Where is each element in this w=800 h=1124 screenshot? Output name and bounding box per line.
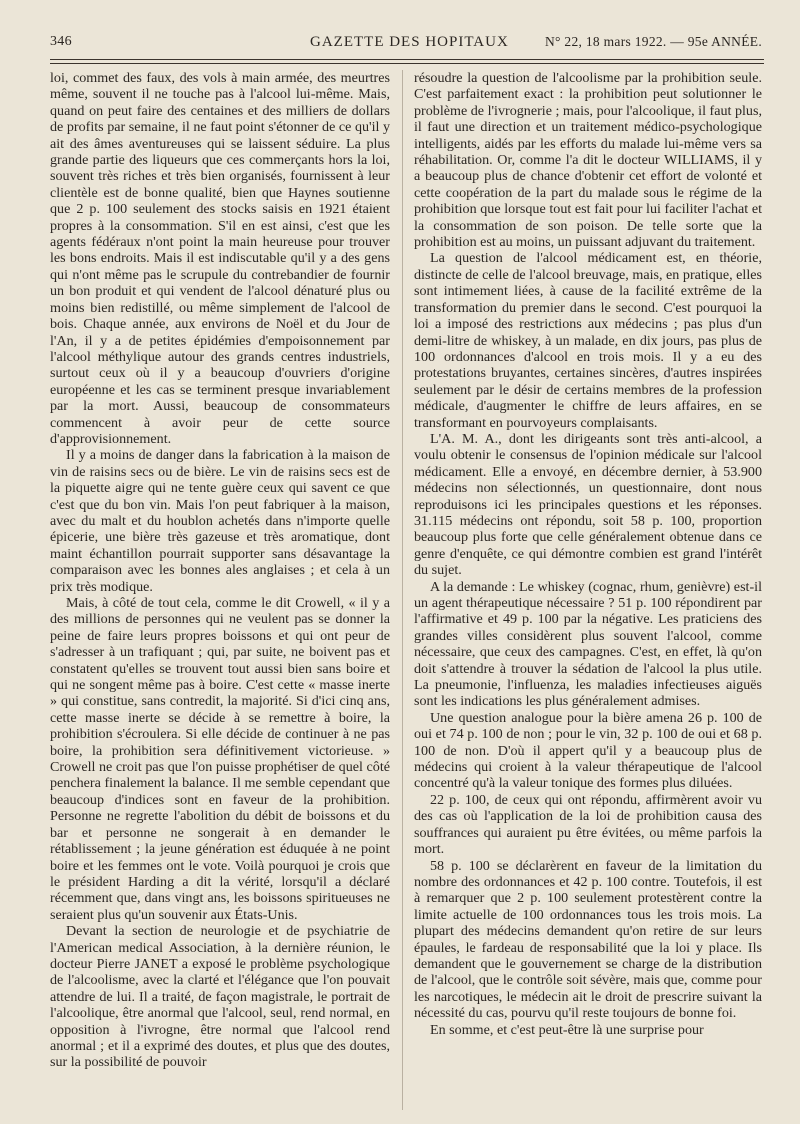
- header-rule-top: [50, 59, 764, 60]
- paragraph: En somme, et c'est peut-être là une surprise pour: [430, 1021, 704, 1038]
- paragraph: Il y a moins de danger dans la fabrication à la maison de vin de raisins secs ou de bière. Le vin de raisins secs est de la piquette aigre qui ne tente guère ceux qui savent ce que c'est que du bon vin. Mais l'on peut fabriquer à la maison, avec du malt et du houblon achetés dans n'importe quelle épicerie, une bière très gazeuse et très aromatique, dont maint échantillon pourrait supporter sans désavantage la comparaison avec les bonnes ales anglaises ; et cela à un prix très modique.: [50, 447, 390, 595]
- header-rule-bottom: [50, 63, 764, 64]
- left-column: [50, 70, 390, 1071]
- paragraph: L'A. M. A., dont les dirigeants sont très anti-alcool, a voulu obtenir le consensus de l'opinion médicale sur l'alcool médicament. Elle a envoyé, en décembre dernier, à 53.900 médecins non sélectionnés, un questionnaire, dont nous reproduisons ici les principales questions et les réponses. 31.115 médecins ont répondu, soit 58 p. 100, proportion beaucoup plus forte que celle généralement obtenue dans ce genre d'enquête, ce qui démontre combien est grand l'intérêt du sujet.: [414, 430, 762, 579]
- paragraph: Mais, à côté de tout cela, comme le dit Crowell, « il y a des millions de personnes qui ne veulent pas se donner la peine de faire leurs propres boissons et qui ont peur de s'adresser à un trafiquant ; qui, par suite, ne boivent pas et constatent qu'elles se trouvent tout aussi bien sans boire et qui ne songent même pas à boire. C'est cette « masse inerte » qui constitue, sans contredit, la majorité. Si d'ici cinq ans, cette masse inerte se décide à se remettre à boire, la prohibition s'écroulera. Si elle décide de continuer à ne pas boire, la prohibition sera définitivement victorieuse. » Crowell ne croit pas que l'on puisse prophétiser de quel côté penchera finalement la balance. Il me semble cependant que beaucoup d'indices sont en faveur de la prohibition. Personne ne regrette l'abolition du débit de boissons et du bar et personne ne songerait à en demander le rétablissement ; la jeune génération est éduquée à ne point boire et les femmes ont le vote. Voilà pourquoi je crois que le président Harding a dit la vérité, lorsqu'il a déclaré récemment que, dans vingt ans, les boissons spiritueuses ne seraient plus qu'un souvenir aux États-Unis.: [50, 595, 390, 923]
- paragraph: 58 p. 100 se déclarèrent en faveur de la limitation du nombre des ordonnances et 42 p. 100 contre. Toutefois, il est à remarquer que 2 p. 100 seulement protestèrent contre la limite actuelle de 100 ordonnances tous les trois mois. La plupart des médecins demandent qu'on retire de sur leurs épaules, le fardeau de responsabilité que la loi y place. Ils demandent que le gouvernement se charge de la distribution de l'alcool, que le contrôle soit sévère, mais que, comme pour les narcotiques, le médecin ait le droit de prescrire suivant la nécessité du cas, pourvu qu'il reste toujours de bonne foi.: [414, 857, 762, 1022]
- paragraph: Devant la section de neurologie et de psychiatrie de l'American medical Association, à la dernière réunion, le docteur Pierre JANET a exposé le problème psychologique de l'alcoolisme, avec la clarté et l'élégance que l'on pouvait attendre de lui. Il a traité, de façon magistrale, le portrait de l'alcoolique, être anormal que l'alcool, seul, rend normal, en opposition à l'ivrogne, être normal que l'alcool rend anormal ; et il a exprimé des doutes, et plus que des doutes, sur la possibilité de pouvoir: [50, 923, 390, 1071]
- column-divider: [402, 70, 403, 1110]
- paragraph: loi, commet des faux, des vols à main armée, des meurtres même, souvent il ne touche pas à l'alcool lui-même. Mais, quand on peut faire des centaines et des milliers de dollars de profits par semaine, il ne faut point s'étonner de ce qu'il y ait des âmes aventureuses qui se laissent séduire. La plus grande partie des liqueurs que ces commerçants hors la loi, souvent très riches et très bien organisés, fournissent à leur clientèle est de bonne qualité, bien que Haynes soutienne que 2 p. 100 seulement des stocks saisis en 1921 étaient propres à la consommation. S'il en est ainsi, c'est que les agents fédéraux n'ont point la main heureuse pour trouver les bons endroits. Mais il est indiscutable qu'il y a des gens qui n'ont même pas le scrupule du contrebandier de fournir un bon produit et qui vendent de l'alcool dénaturé plus ou moins bien redistillé, ou même simplement de l'alcool de bois. Chaque année, aux environs de Noël et du Jour de l'An, il y a de petites épidémies d'empoisonnement par l'alcool méthylique autour des grands centres industriels, surtout ceux où il y a beaucoup d'ouvriers d'origine européenne et les cas se terminent presque invariablement par la mort. Aussi, beaucoup de consommateurs commencent à avoir peur de cette source d'approvisionnement.: [50, 70, 390, 447]
- paragraph: 22 p. 100, de ceux qui ont répondu, affirmèrent avoir vu des cas où l'application de la loi de prohibition causa des souffrances qui auraient pu être évitées, ou même parfois la mort.: [414, 791, 762, 858]
- right-column: [414, 70, 762, 1038]
- paragraph: résoudre la question de l'alcoolisme par la prohibition seule. C'est parfaitement exact : la prohibition peut solutionner le problème de l'ivrognerie ; mais, pour l'alcoolique, il faut plus, il faut une direction et un traitement médico-psychologique intelligents, aidés par les efforts du malade lui-même vers sa réhabilitation. Or, comme l'a dit le docteur WILLIAMS, il y a beaucoup plus de chance d'obtenir cet effort de volonté et cette coopération de la part du malade sous le régime de la prohibition que lorsque tout est fait pour lui faciliter l'achat et la consommation de son poison. De telle sorte que la prohibition est au moins, un puissant adjuvant du traitement.: [414, 70, 762, 251]
- paragraph: A la demande : Le whiskey (cognac, rhum, genièvre) est-il un agent thérapeutique nécessaire ? 51 p. 100 répondirent par l'affirmative et 49 p. 100 par la négative. Les praticiens des grandes villes considèrent plus souvent l'alcool, comme nécessaire, que ceux des campagnes. C'est, en effet, là qu'on doit s'attendre à trouver la sédation de l'alcool la plus utile. La pneumonie, l'influenza, les maladies infectieuses aiguës sont les indications les plus généralement admises.: [414, 578, 762, 710]
- paragraph: La question de l'alcool médicament est, en théorie, distincte de celle de l'alcool breuvage, mais, en pratique, elles sont intimement liées, à cause de la facilité extrême de la transformation du premier dans le second. C'est pourquoi la loi a imposé des restrictions aux médecins ; pas plus d'un demi-litre de whiskey, à un malade, en dix jours, pas plus de 100 ordonnances d'alcool en trois mois. Il y a eu des protestations bruyantes, certaines sincères, d'autres inspirées seulement par le désir de certains membres de la profession médicale, d'augmenter le chiffre de leurs affaires, en se transformant en pourvoyeurs complaisants.: [414, 250, 762, 431]
- page-number: 346: [50, 34, 72, 49]
- issue-info: N° 22, 18 mars 1922. — 95e ANNÉE.: [544, 34, 762, 49]
- journal-title: GAZETTE DES HOPITAUX: [310, 34, 509, 50]
- paragraph: Une question analogue pour la bière amena 26 p. 100 de oui et 74 p. 100 de non ; pour le vin, 32 p. 100 de oui et 68 p. 100 de non. D'où il appert qu'il y a beaucoup plus de médecins qui croient à la valeur thérapeutique de l'alcool concentré qu'à la valeur tonique des formes plus diluées.: [414, 709, 762, 792]
- running-header: [50, 30, 762, 52]
